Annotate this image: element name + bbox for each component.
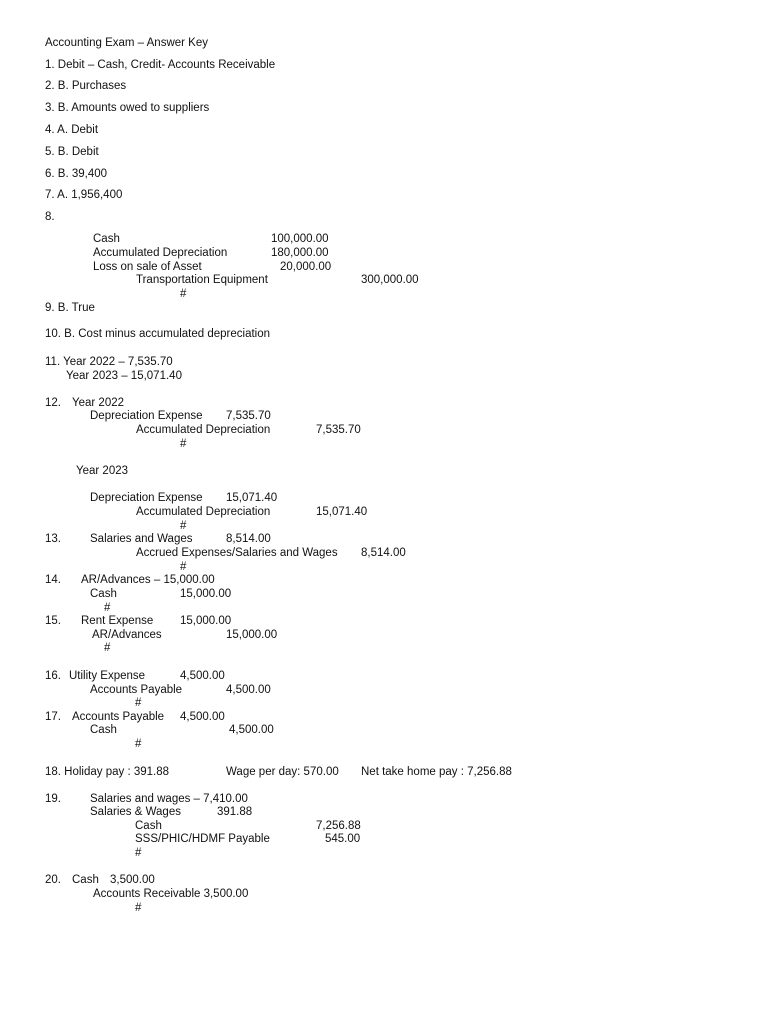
answer-18-net: Net take home pay : 7,256.88	[361, 766, 512, 778]
q19-mark: #	[135, 847, 142, 859]
q12-accdep-label-2: Accumulated Depreciation	[136, 506, 271, 518]
q19-sss-amount: 545.00	[325, 833, 361, 845]
answer-18-holiday: 18. Holiday pay : 391.88	[45, 766, 170, 778]
answer-4: 4. A. Debit	[45, 124, 99, 136]
q12-dep-amount-2: 15,071.40	[226, 492, 278, 504]
q13-salaries-label: Salaries and Wages	[90, 533, 193, 545]
q20-cash-label: Cash	[72, 874, 99, 886]
q19-line: Salaries and wages – 7,410.00	[90, 793, 248, 805]
q16-mark: #	[135, 697, 142, 709]
q13-accrued-amount: 8,514.00	[361, 547, 406, 559]
q8-accdep-amount: 180,000.00	[271, 247, 329, 259]
answer-18-wage: Wage per day: 570.00	[226, 766, 339, 778]
q8-transport-amount: 300,000.00	[361, 274, 419, 286]
q14-line: AR/Advances – 15,000.00	[81, 574, 215, 586]
q16-ap-amount: 4,500.00	[226, 684, 271, 696]
q14-cash-amount: 15,000.00	[180, 588, 232, 600]
q17-ap-amount: 4,500.00	[180, 711, 225, 723]
answer-15-number: 15.	[45, 615, 61, 627]
answer-2: 2. B. Purchases	[45, 80, 127, 92]
answer-8-number: 8.	[45, 211, 55, 223]
q13-accrued-label: Accrued Expenses/Salaries and Wages	[136, 547, 338, 559]
q12-year-2022: Year 2022	[72, 397, 125, 409]
q12-dep-amount-1: 7,535.70	[226, 410, 271, 422]
q16-utility-amount: 4,500.00	[180, 670, 225, 682]
answer-11-line2: Year 2023 – 15,071.40	[66, 370, 182, 382]
q12-accdep-amount-1: 7,535.70	[316, 424, 361, 436]
answer-12-number: 12.	[45, 397, 61, 409]
q17-ap-label: Accounts Payable	[72, 711, 165, 723]
answer-3: 3. B. Amounts owed to suppliers	[45, 102, 210, 114]
q19-sw-label: Salaries & Wages	[90, 806, 181, 818]
q8-loss-label: Loss on sale of Asset	[93, 261, 202, 273]
q17-mark: #	[135, 738, 142, 750]
q19-cash-label: Cash	[135, 820, 162, 832]
q13-salaries-amount: 8,514.00	[226, 533, 271, 545]
q19-sw-amount: 391.88	[217, 806, 253, 818]
q14-cash-label: Cash	[90, 588, 117, 600]
q12-accdep-label-1: Accumulated Depreciation	[136, 424, 271, 436]
answer-11-line1: 11. Year 2022 – 7,535.70	[45, 356, 173, 368]
q12-accdep-amount-2: 15,071.40	[316, 506, 368, 518]
q19-cash-amount: 7,256.88	[316, 820, 361, 832]
q12-dep-label-2: Depreciation Expense	[90, 492, 203, 504]
q12-year-2023: Year 2023	[76, 465, 129, 477]
answer-10: 10. B. Cost minus accumulated depreciation	[45, 328, 271, 340]
q16-utility-label: Utility Expense	[69, 670, 146, 682]
answer-14-number: 14.	[45, 574, 61, 586]
q8-cash-amount: 100,000.00	[271, 233, 329, 245]
q14-mark: #	[104, 602, 111, 614]
answer-20-number: 20.	[45, 874, 61, 886]
q12-mark-1: #	[180, 438, 187, 450]
answer-13-number: 13.	[45, 533, 61, 545]
q15-ar-label: AR/Advances	[92, 629, 162, 641]
q15-rent-amount: 15,000.00	[180, 615, 232, 627]
q12-dep-label-1: Depreciation Expense	[90, 410, 203, 422]
q15-rent-label: Rent Expense	[81, 615, 154, 627]
q17-cash-label: Cash	[90, 724, 117, 736]
page-title: Accounting Exam – Answer Key	[45, 37, 208, 49]
answer-1: 1. Debit – Cash, Credit- Accounts Receivable	[45, 59, 276, 71]
q8-cash-label: Cash	[93, 233, 120, 245]
answer-19-number: 19.	[45, 793, 61, 805]
q16-ap-label: Accounts Payable	[90, 684, 183, 696]
answer-5: 5. B. Debit	[45, 146, 99, 158]
q8-accdep-label: Accumulated Depreciation	[93, 247, 228, 259]
q8-transport-label: Transportation Equipment	[136, 274, 268, 286]
q15-ar-amount: 15,000.00	[226, 629, 278, 641]
q8-loss-amount: 20,000.00	[280, 261, 332, 273]
q20-ar-line: Accounts Receivable 3,500.00	[93, 888, 249, 900]
answer-6: 6. B. 39,400	[45, 168, 108, 180]
q8-mark: #	[180, 288, 187, 300]
q20-mark: #	[135, 902, 142, 914]
q13-mark: #	[180, 561, 187, 573]
answer-9: 9. B. True	[45, 302, 95, 314]
q12-mark-2: #	[180, 520, 187, 532]
answer-7: 7. A. 1,956,400	[45, 189, 123, 201]
q17-cash-amount: 4,500.00	[229, 724, 274, 736]
q15-mark: #	[104, 642, 111, 654]
answer-16-number: 16.	[45, 670, 61, 682]
q19-sss-label: SSS/PHIC/HDMF Payable	[135, 833, 270, 845]
answer-17-number: 17.	[45, 711, 61, 723]
q20-cash-amount: 3,500.00	[110, 874, 155, 886]
